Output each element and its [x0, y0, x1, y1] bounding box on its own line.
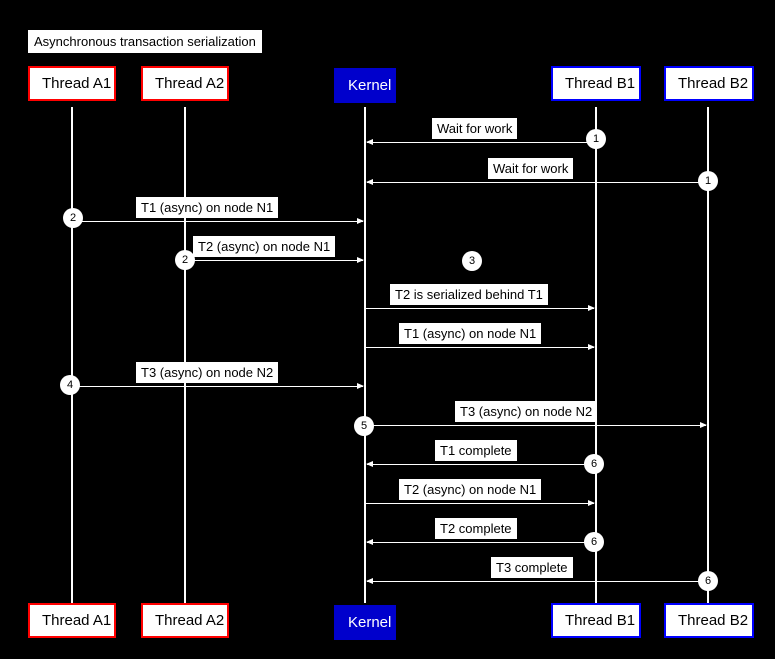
actor-thread-b2-bottom[interactable]: Thread B2 [664, 603, 754, 638]
actor-thread-a1-bottom[interactable]: Thread A1 [28, 603, 116, 638]
message-arrow [366, 347, 594, 348]
step-note: 1 [586, 129, 606, 149]
diagram-title: Asynchronous transaction serialization [28, 30, 262, 53]
step-note: 2 [63, 208, 83, 228]
message-label: T2 (async) on node N1 [399, 479, 541, 500]
message-arrow [367, 464, 594, 465]
message-arrow [73, 386, 363, 387]
message-label: T2 (async) on node N1 [193, 236, 335, 257]
message-label: T2 is serialized behind T1 [390, 284, 548, 305]
step-note: 6 [584, 454, 604, 474]
step-note: 3 [462, 251, 482, 271]
message-arrow [366, 425, 706, 426]
actor-thread-a2-top[interactable]: Thread A2 [141, 66, 229, 101]
lifeline-thread-a2 [184, 107, 186, 603]
step-note: 6 [584, 532, 604, 552]
actor-thread-b1-top[interactable]: Thread B1 [551, 66, 641, 101]
message-label: T3 (async) on node N2 [455, 401, 597, 422]
step-note: 4 [60, 375, 80, 395]
message-label: T1 (async) on node N1 [399, 323, 541, 344]
actor-kernel-top[interactable]: Kernel [334, 68, 396, 103]
message-arrow [367, 182, 707, 183]
message-label: T2 complete [435, 518, 517, 539]
actor-thread-a2-bottom[interactable]: Thread A2 [141, 603, 229, 638]
message-label: T1 (async) on node N1 [136, 197, 278, 218]
message-arrow [367, 581, 706, 582]
message-label: Wait for work [432, 118, 517, 139]
message-arrow [367, 542, 594, 543]
lifeline-thread-a1 [71, 107, 73, 603]
message-label: Wait for work [488, 158, 573, 179]
actor-kernel-bottom[interactable]: Kernel [334, 605, 396, 640]
message-label: T3 (async) on node N2 [136, 362, 278, 383]
message-arrow [366, 503, 594, 504]
message-label: T3 complete [491, 557, 573, 578]
step-note: 1 [698, 171, 718, 191]
message-arrow [186, 260, 363, 261]
step-note: 6 [698, 571, 718, 591]
actor-thread-a1-top[interactable]: Thread A1 [28, 66, 116, 101]
step-note: 2 [175, 250, 195, 270]
message-arrow [73, 221, 363, 222]
step-note: 5 [354, 416, 374, 436]
message-label: T1 complete [435, 440, 517, 461]
message-arrow [366, 308, 594, 309]
actor-thread-b2-top[interactable]: Thread B2 [664, 66, 754, 101]
message-arrow [367, 142, 595, 143]
actor-thread-b1-bottom[interactable]: Thread B1 [551, 603, 641, 638]
